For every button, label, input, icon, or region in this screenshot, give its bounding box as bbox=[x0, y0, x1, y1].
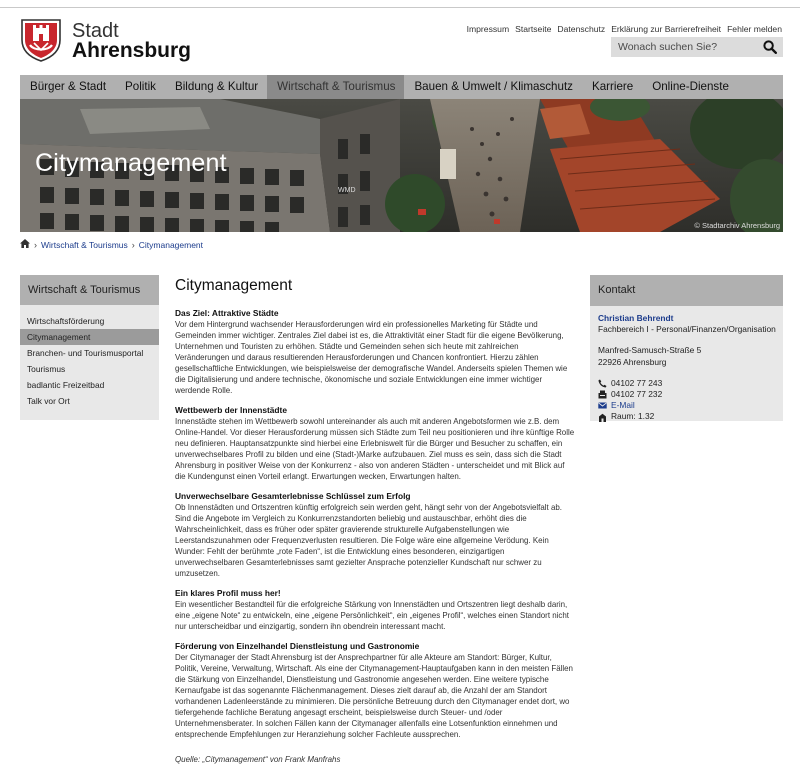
contact-phone-row bbox=[598, 378, 783, 389]
source-note: Quelle: „Citymanagement“ von Frank Manfrahs bbox=[175, 755, 341, 764]
top-divider bbox=[0, 7, 800, 8]
main-navigation bbox=[20, 75, 783, 99]
section-heading: Ein klares Profil muss her! bbox=[175, 588, 281, 598]
contact-street: Manfred-Samusch-Straße 5 bbox=[598, 345, 702, 356]
search-icon[interactable] bbox=[763, 40, 777, 54]
building-icon bbox=[598, 413, 607, 422]
sidebar-title[interactable]: Wirtschaft & Tourismus bbox=[20, 275, 159, 305]
sidebar-item-tourismus[interactable]: Tourismus bbox=[27, 364, 66, 374]
nav-karriere[interactable]: Karriere bbox=[591, 80, 634, 93]
breadcrumb-citymanagement[interactable]: Citymanagement bbox=[138, 239, 204, 250]
contact-city: 22926 Ahrensburg bbox=[598, 356, 667, 367]
sidebar-list bbox=[20, 305, 159, 409]
sidebar-item-branchenportal[interactable]: Branchen- und Tourismusportal bbox=[27, 348, 144, 358]
contact-box bbox=[590, 275, 783, 421]
breadcrumb-wirtschaft-tourismus[interactable]: Wirtschaft & Tourismus bbox=[41, 239, 128, 250]
contact-title: Kontakt bbox=[590, 275, 783, 306]
contact-room: Raum: 1.32 bbox=[611, 411, 655, 422]
main-content bbox=[175, 277, 575, 774]
section-heading: Wettbewerb der Innenstädte bbox=[175, 405, 287, 415]
section-text: Vor dem Hintergrund wachsender Herausforderungen wird ein professionelles Marketing für Städte und Gemeinden immer wichtiger. Zentrales Ziel dabei ist es, die Attraktivität einer Stadt für die eigene Bevölkerung, Unternehmen und Touristen zu erhöhen. Städte und Gemeinden sehen sich heute mit zahlreichen Veränderungen und daraus resultierenden Herausforderungen und Chancen konfrontiert. Hierzu zählen gesellschaftliche Entwicklungen, wie beispielsweise der demografische Wandel. Anderseits spielen Themen wie die Digitalisierung und andere technische, ökonomische und soziale Entwicklungen eine immer wichtiger werdende Rolle. bbox=[175, 320, 568, 395]
page-title: Citymanagement bbox=[175, 277, 293, 294]
brand-name-line1[interactable]: Stadt bbox=[72, 20, 119, 42]
section-text: Der Citymanager der Stadt Ahrensburg ist der Ansprechpartner für alle Akteure am Standort: Bürger, Kultur, Politik, Vereine, Verwaltung, Wirtschaft. Als eine der Citymanagement-Hauptaufgaben kann in den meisten Fällen die Stärkung von Einzelhandel, Dienstleistung und Gastronomie angesehen werden. Eine weitere typische Kernaufgabe ist das sogenannte Flächenmanagement. Dieses zielt darauf ab, die Anzahl der am Standort vorhandenen Ladenleerstände zu minimieren. Die persönliche Betreuung durch den Citymanager endet dort, wo tiefergehende fachliche Beratung angesagt erscheint, beispielsweise durch Steuer- und /oder Unternehmensberater. In solchen Fällen kann der Citymanager allenfalls eine Lotsenfunktion einnehmen und entsprechende Empfehlungen zur Heranziehung solcher Fachleute aussprechen. bbox=[175, 653, 573, 739]
link-barrierefreiheit[interactable]: Erklärung zur Barrierefreiheit bbox=[611, 24, 722, 34]
chevron-right-icon: › bbox=[34, 239, 37, 250]
section-text: Ein wesentlicher Bestandteil für die erfolgreiche Stärkung von Innenstädten und Ortszentren liegt deshalb darin, eine „eigene Note“ zu entwickeln, eine „eigene Persönlichkeit“, ein „eigenes Profil“, welches einen Standort nicht nur unterscheidbar und einzigartig, sondern ihn obendrein interessant macht. bbox=[175, 600, 570, 631]
sidebar-item-citymanagement[interactable]: Citymanagement bbox=[20, 329, 159, 345]
contact-fax: 04102 77 232 bbox=[611, 389, 663, 400]
section-text: Ob Innenstädten und Ortszentren künftig erfolgreich sein werden geht, hängt sehr von der Angebotsvielfalt ab. Sind die Angebote im Vergleich zu Konkurrenzstandorten beliebig und austauschbar, erhöht dies die Wahrscheinlichkeit, dass es früher oder später gravierende strukturelle Aufgabenstellungen wie Leerstandszunahmen oder Frequenzverlusten resultieren. Die Folge wäre eine allgemeine Verödung. Kein Wunder: Fehlt der berühmte „rote Faden“, ist die Entwicklung eines besonderen, einzigartigen unverwechselbaren Gesamterlebnisses samt gezielter Ansprache potenzieller Kundschaft nur schwer zu umzusetzen. bbox=[175, 503, 562, 578]
home-icon[interactable] bbox=[20, 239, 30, 250]
nav-online-dienste[interactable]: Online-Dienste bbox=[652, 80, 729, 93]
search-box bbox=[611, 37, 783, 57]
city-crest-logo[interactable] bbox=[20, 18, 62, 62]
hero-title: Citymanagement bbox=[35, 149, 227, 177]
sidebar-item-talk-vor-ort[interactable]: Talk vor Ort bbox=[27, 396, 70, 406]
utility-links bbox=[467, 24, 782, 34]
link-datenschutz[interactable]: Datenschutz bbox=[557, 24, 606, 34]
nav-bildung-kultur[interactable]: Bildung & Kultur bbox=[174, 80, 259, 93]
phone-icon bbox=[598, 379, 607, 388]
contact-department: Fachbereich I - Personal/Finanzen/Organisation bbox=[598, 324, 776, 335]
photo-credit: © Stadtarchiv Ahrensburg bbox=[694, 221, 780, 230]
section-text: Innenstädte stehen im Wettbewerb sowohl untereinander als auch mit anderen Angebotsformen wie z.B. dem Online-Handel. Vor dieser Herausforderung müssen sich Städte zum Teil neu positionieren und ihre künftige Rolle neu definieren. Hauptansatzpunkte sind hierbei eine Erlebniswelt für die Bürger und Besucher zu schaffen, ein unverwechselbares Profil zu bilden und eine (Stadt-)Marke aufzubauen. Ziel muss es sein, dass sich die Stadt Ahrensburg in positiver Weise von der Konkurrenz - also von anderen Städten - unterscheidet und mit Blick auf die Kundengunst einen Vorteil erlangt. Erwartungen wecken, Erwartungen halten. bbox=[175, 417, 575, 481]
nav-buerger-stadt[interactable]: Bürger & Stadt bbox=[30, 80, 107, 93]
section-heading: Das Ziel: Attraktive Städte bbox=[175, 308, 279, 318]
contact-room-row bbox=[598, 411, 783, 422]
nav-bauen-umwelt[interactable]: Bauen & Umwelt / Klimaschutz bbox=[414, 80, 573, 93]
link-startseite[interactable]: Startseite bbox=[515, 24, 552, 34]
contact-email-link[interactable]: E-Mail bbox=[611, 400, 635, 411]
sidebar-item-wirtschaftsfoerderung[interactable]: Wirtschaftsförderung bbox=[27, 316, 105, 326]
sidebar-navigation bbox=[20, 275, 159, 420]
brand-name-line2[interactable]: Ahrensburg bbox=[72, 39, 192, 62]
search-input[interactable] bbox=[611, 37, 759, 57]
link-fehler-melden[interactable]: Fehler melden bbox=[727, 24, 782, 34]
nav-wirtschaft-tourismus[interactable]: Wirtschaft & Tourismus bbox=[267, 75, 404, 99]
link-impressum[interactable]: Impressum bbox=[466, 24, 510, 34]
contact-email-row bbox=[598, 400, 783, 411]
building-sign: WMD bbox=[338, 187, 356, 194]
contact-phone[interactable]: 04102 77 243 bbox=[611, 377, 663, 388]
contact-name[interactable]: Christian Behrendt bbox=[598, 313, 674, 323]
section-heading: Förderung von Einzelhandel Dienstleistung und Gastronomie bbox=[175, 641, 420, 651]
chevron-right-icon: › bbox=[131, 239, 135, 250]
envelope-icon bbox=[598, 401, 607, 410]
breadcrumb bbox=[20, 239, 203, 250]
sidebar-item-badlantic[interactable]: badlantic Freizeitbad bbox=[27, 380, 105, 390]
hero-banner bbox=[20, 99, 783, 232]
nav-politik[interactable]: Politik bbox=[125, 80, 156, 93]
contact-fax-row bbox=[598, 389, 783, 400]
fax-icon bbox=[598, 390, 607, 399]
section-heading: Unverwechselbare Gesamterlebnisse Schlüssel zum Erfolg bbox=[175, 491, 411, 501]
